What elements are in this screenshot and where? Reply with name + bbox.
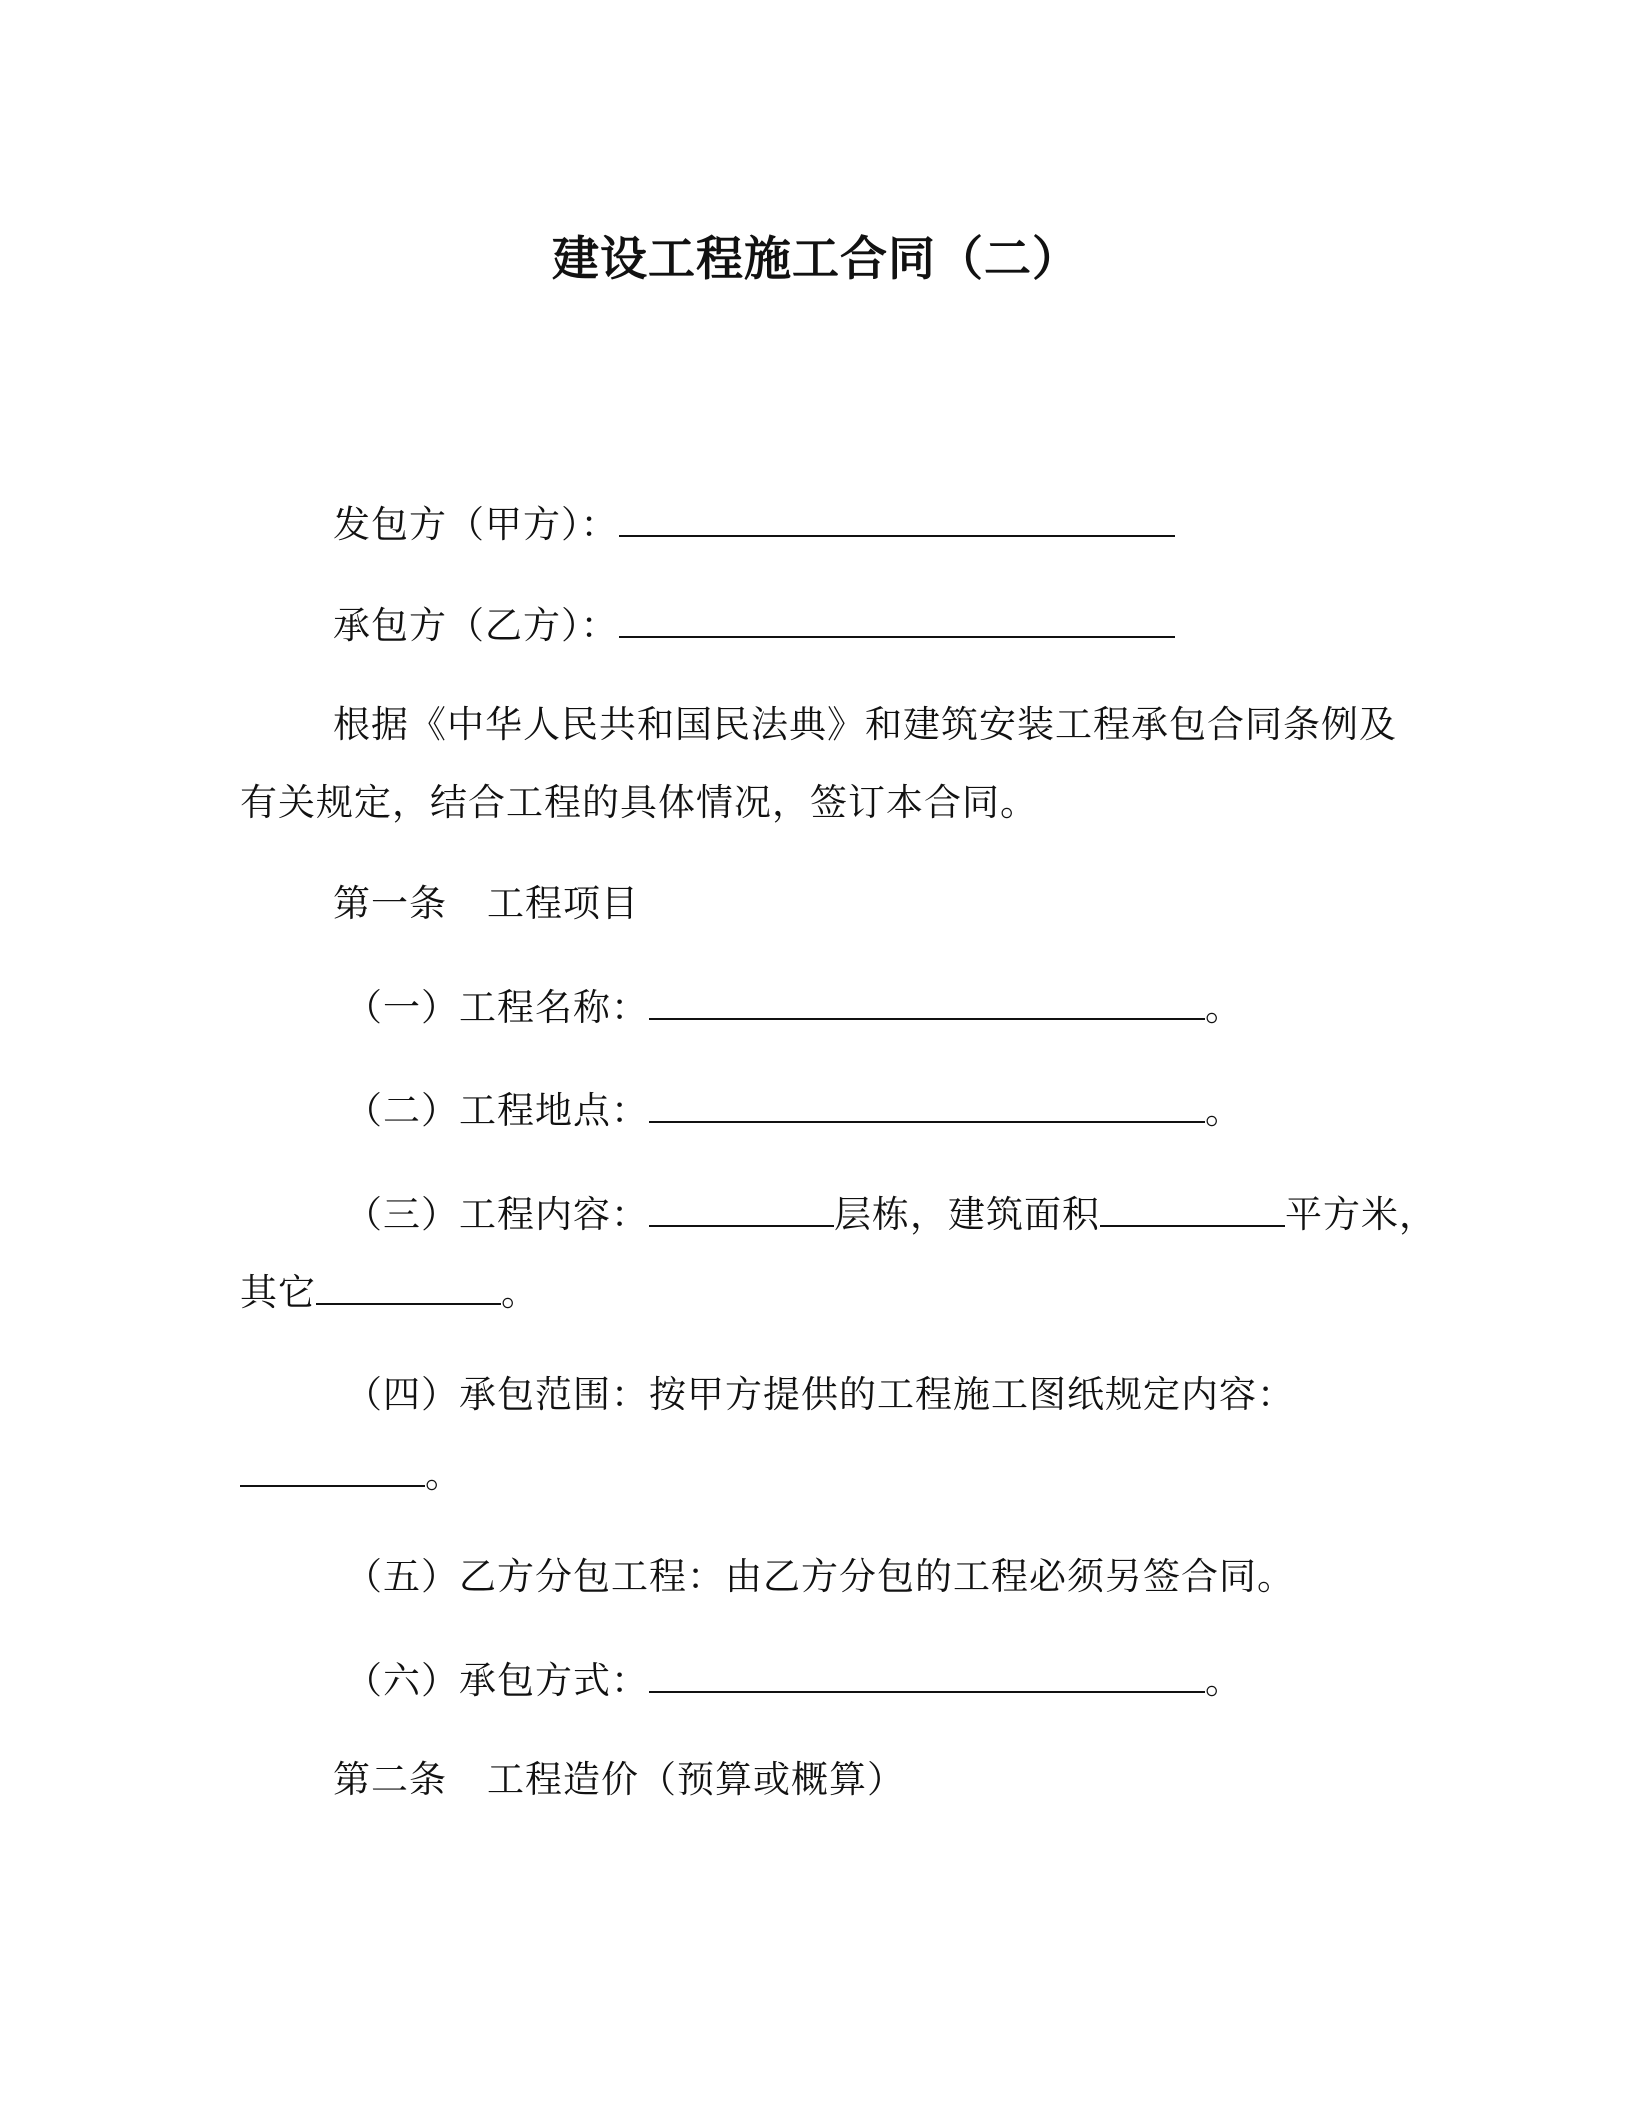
document-title: 建设工程施工合同（二） (552, 232, 1080, 287)
party-b-blank[interactable] (619, 602, 1175, 638)
article-2-number: 第二条 (333, 1758, 447, 1801)
article-1-title: 工程项目 (487, 882, 639, 925)
item-3-label: （三）工程内容： (345, 1193, 649, 1236)
preamble-line-1: 根据《中华人民共和国民法典》和建筑安装工程承包合同条例及 (333, 703, 1397, 746)
item-6-label: （六）承包方式： (345, 1659, 649, 1702)
floors-blank[interactable] (649, 1191, 834, 1227)
item-1-period: 。 (1205, 986, 1243, 1029)
article-1-number: 第一条 (333, 882, 447, 925)
party-b-label: 承包方（乙方）： (333, 604, 619, 647)
item-2-period: 。 (1205, 1089, 1243, 1132)
item-1-line (345, 983, 1243, 1033)
item-6-period: 。 (1205, 1659, 1243, 1702)
item-6-line (345, 1656, 1243, 1706)
item-3-line (345, 1190, 1437, 1240)
item-3-period: 。 (501, 1271, 539, 1314)
project-location-blank[interactable] (649, 1087, 1205, 1123)
area-blank[interactable] (1100, 1191, 1285, 1227)
item-5-line: （五）乙方分包工程：由乙方分包的工程必须另签合同。 (345, 1555, 1295, 1598)
article-2-title: 工程造价（预算或概算） (487, 1758, 905, 1801)
item-3-line-2 (240, 1268, 539, 1318)
item-1-label: （一）工程名称： (345, 986, 649, 1029)
item-4-line: （四）承包范围：按甲方提供的工程施工图纸规定内容： (345, 1373, 1295, 1416)
item-3-other-label: 其它 (240, 1271, 316, 1314)
article-2-heading (333, 1755, 905, 1805)
party-a-blank[interactable] (619, 501, 1175, 537)
item-2-line (345, 1086, 1243, 1136)
item-3-mid-1: 层栋，建筑面积 (834, 1193, 1100, 1236)
item-2-label: （二）工程地点： (345, 1089, 649, 1132)
project-name-blank[interactable] (649, 984, 1205, 1020)
scope-blank[interactable] (240, 1451, 425, 1487)
article-1-heading (333, 879, 639, 929)
item-4-period: 。 (425, 1453, 463, 1496)
party-a-label: 发包方（甲方）： (333, 503, 619, 546)
other-blank[interactable] (316, 1269, 501, 1305)
party-b-line (333, 601, 1175, 651)
preamble-line-2: 有关规定，结合工程的具体情况，签订本合同。 (240, 781, 1038, 824)
item-3-mid-2: 平方米， (1285, 1193, 1437, 1236)
contract-method-blank[interactable] (649, 1657, 1205, 1693)
item-4-line-2 (240, 1450, 463, 1500)
party-a-line (333, 500, 1175, 550)
